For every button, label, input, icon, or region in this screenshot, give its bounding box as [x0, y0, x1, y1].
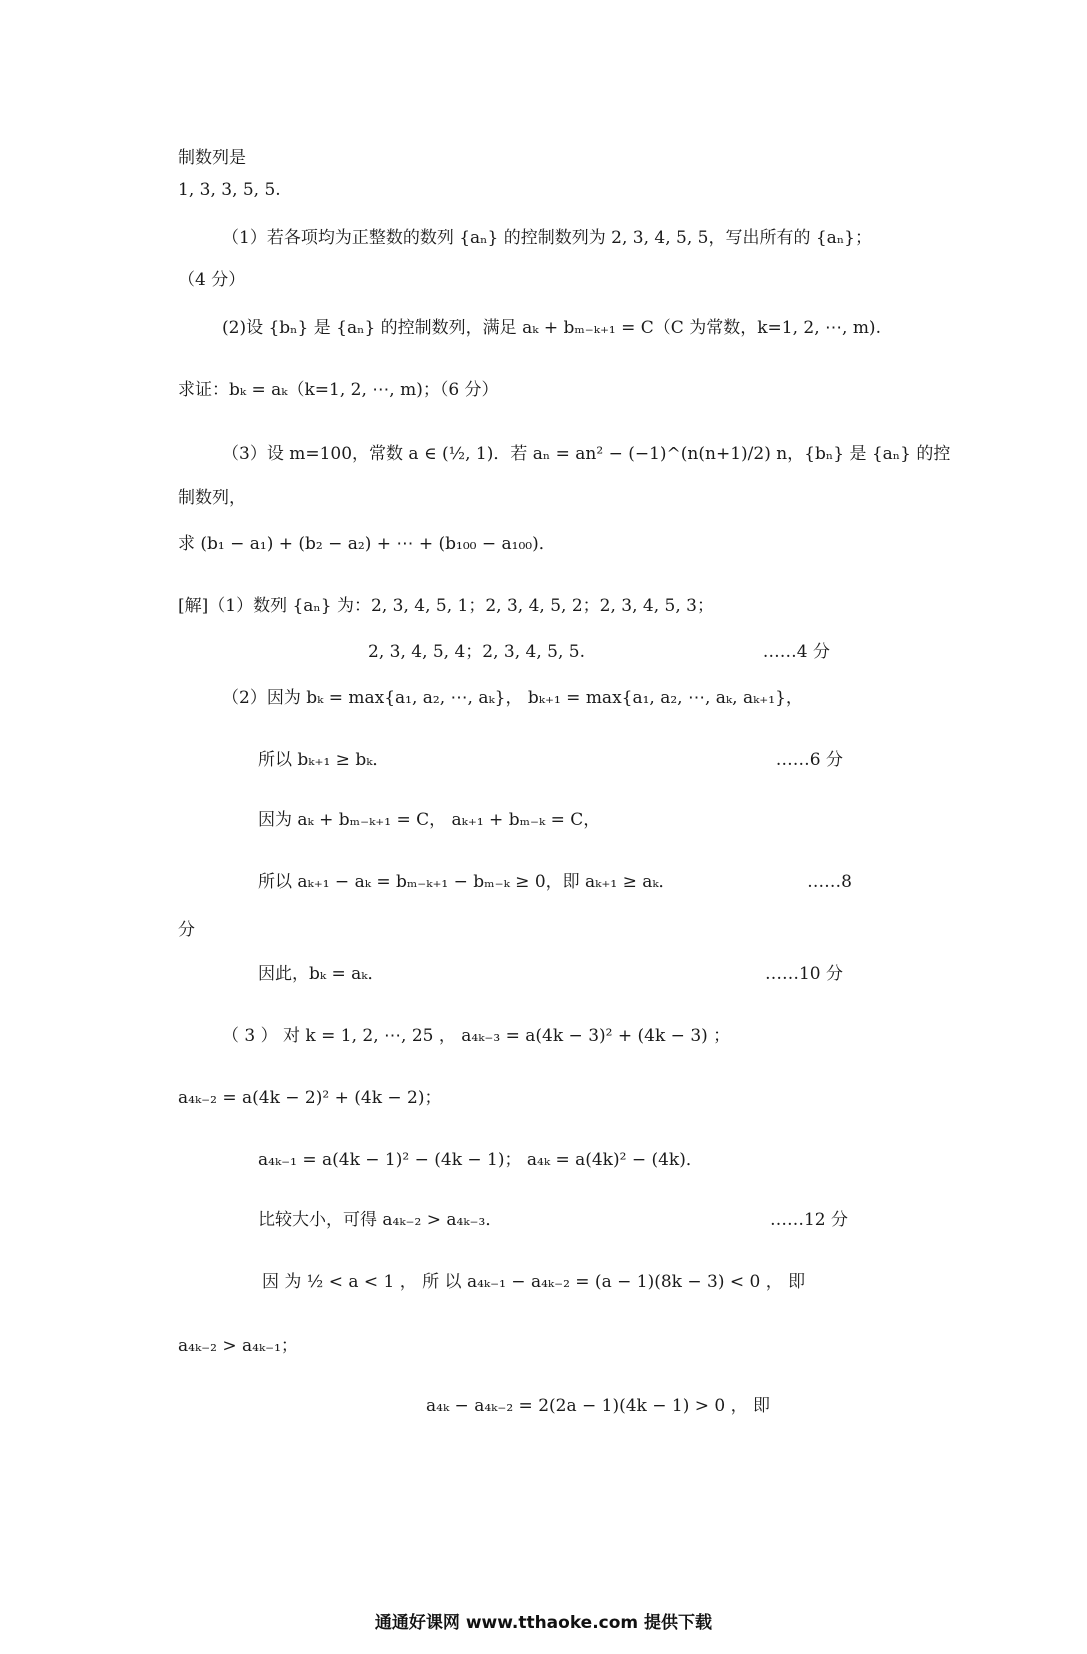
text-line: 制数列， [178, 488, 246, 508]
text-line: 所以 bₖ₊₁ ≥ bₖ． [258, 750, 390, 770]
text-line: 比较大小，可得 a₄ₖ₋₂ > a₄ₖ₋₃． [258, 1210, 503, 1230]
text-line: 所以 aₖ₊₁ − aₖ = bₘ₋ₖ₊₁ − bₘ₋ₖ ≥ 0，即 aₖ₊₁ ≥ aₖ． [258, 872, 676, 892]
footer-download-note: 通通好课网 www.tthaoke.com 提供下载 [374, 1613, 713, 1633]
text-line: (2)设 {bₙ} 是 {aₙ} 的控制数列，满足 aₖ + bₘ₋ₖ₊₁ = C（C 为常数，k=1, 2, ⋯, m). [222, 318, 881, 338]
text-line: 2, 3, 4, 5, 4；2, 3, 4, 5, 5. [368, 642, 586, 662]
text-line: 因 为 ½ < a < 1 ， 所 以 a₄ₖ₋₁ − a₄ₖ₋₂ = (a − 1)(8k − 3) < 0 ， 即 [262, 1272, 806, 1292]
score-mark: ……6 分 [775, 750, 843, 770]
text-line: （4 分） [178, 270, 246, 290]
text-line: 因为 aₖ + bₘ₋ₖ₊₁ = C， aₖ₊₁ + bₘ₋ₖ = C， [258, 810, 601, 830]
score-mark: ……10 分 [764, 964, 843, 984]
text-line: a₄ₖ₋₁ = a(4k − 1)² − (4k − 1)； a₄ₖ = a(4k)² − (4k)． [258, 1150, 703, 1170]
text-line: （2）因为 bₖ = max{a₁, a₂, ⋯, aₖ}， bₖ₊₁ = max{a₁, a₂, ⋯, aₖ, aₖ₊₁}， [222, 688, 803, 708]
text-line: （1）若各项均为正整数的数列 {aₙ} 的控制数列为 2, 3, 4, 5, 5，写出所有的 {aₙ}； [222, 228, 872, 248]
text-line: （3）设 m=100，常数 a ∈ (½, 1)．若 aₙ = an² − (−1)^(n(n+1)/2) n，{bₙ} 是 {aₙ} 的控 [222, 444, 951, 464]
text-line: 1, 3, 3, 5, 5. [178, 180, 281, 200]
text-line: a₄ₖ − a₄ₖ₋₂ = 2(2a − 1)(4k − 1) > 0 ， 即 [426, 1396, 771, 1416]
text-line: 求 (b₁ − a₁) + (b₂ − a₂) + ⋯ + (b₁₀₀ − a₁₀₀)． [178, 534, 556, 554]
text-line: 分 [178, 920, 195, 940]
text-line: 求证：bₖ = aₖ（k=1, 2, ⋯, m)；（6 分） [178, 380, 499, 400]
text-line: （ 3 ） 对 k = 1, 2, ⋯, 25 ， a₄ₖ₋₃ = a(4k − 3)² + (4k − 3) ； [222, 1026, 731, 1046]
solution-heading-line: [解]（1）数列 {aₙ} 为：2, 3, 4, 5, 1；2, 3, 4, 5, 2；2, 3, 4, 5, 3； [178, 596, 714, 616]
text-line: 因此，bₖ = aₖ． [258, 964, 385, 984]
score-mark: ……12 分 [769, 1210, 848, 1230]
score-mark: ……8 [807, 872, 852, 892]
score-mark: ……4 分 [762, 642, 830, 662]
text-line: a₄ₖ₋₂ = a(4k − 2)² + (4k − 2)； [178, 1088, 442, 1108]
text-line: 制数列是 [178, 148, 246, 168]
text-line: a₄ₖ₋₂ > a₄ₖ₋₁； [178, 1336, 298, 1356]
